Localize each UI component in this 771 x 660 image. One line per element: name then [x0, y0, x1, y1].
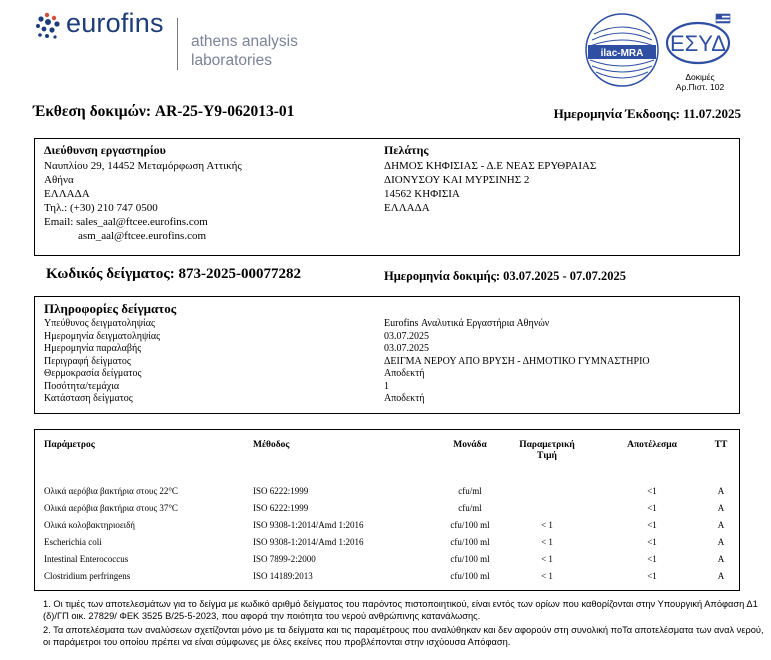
row-parametric-value: < 1	[541, 554, 553, 564]
col-header-method: Μέθοδος	[253, 440, 290, 450]
row-method: ISO 14189:2013	[253, 571, 313, 581]
row-method: ISO 6222:1999	[253, 486, 309, 496]
info-row	[44, 331, 734, 344]
row-parameter: Ολικά αερόβια βακτήρια στους 37°C	[44, 503, 178, 513]
row-result: <1	[647, 571, 657, 581]
row-result: <1	[647, 503, 657, 513]
client-line: ΕΛΛΑΔΑ	[384, 202, 430, 214]
row-unit: cfu/100 ml	[450, 537, 490, 547]
issue-date: Ημερομηνία Έκδοσης: 11.07.2025	[553, 106, 741, 121]
footnote: 1. Οι τιμές των αποτελεσμάτων για το δείγμα με κωδικό αριθμό δείγματος του παρόντος πιστοποιητικού, είναι εντός των ορίων που καθορίζονται στην Υπουργική Απόφαση Δ1 (δ)/ΓΠ οικ. 27829/ ΦΕΚ 3525 Β/25-5-2023, που αφορά την ποιότητα του νερού ανθρώπινης κατανάλωσης.	[43, 599, 758, 621]
col-header-parameter: Παράμετρος	[44, 440, 95, 450]
sample-info-grid	[44, 318, 734, 406]
row-parameter: Intestinal Enterococcus	[44, 554, 129, 564]
col-header-unit: Μονάδα	[453, 440, 487, 450]
info-key: Κατάσταση δείγματος	[44, 393, 133, 404]
client-heading: Πελάτης	[384, 143, 429, 157]
row-result: <1	[647, 486, 657, 496]
logo-subtitle-line1: athens analysis	[191, 33, 298, 50]
row-tt: A	[717, 486, 725, 496]
info-row	[44, 343, 734, 356]
info-value: 1	[384, 380, 389, 392]
sample-info-heading: Πληροφορίες δείγματος	[44, 301, 177, 316]
lab-phone: Τηλ.: (+30) 210 747 0500	[44, 202, 158, 214]
ilac-mra-seal-icon	[584, 12, 660, 88]
client-line: 14562 ΚΗΦΙΣΙΑ	[384, 188, 460, 200]
row-result: <1	[647, 537, 657, 547]
info-value: Αποδεκτή	[384, 368, 425, 379]
info-key: Ημερομηνία δειγματοληψίας	[44, 330, 161, 342]
row-tt: A	[717, 520, 725, 530]
row-method: ISO 7899-2:2000	[253, 554, 316, 564]
row-parameter: Clostridium perfringens	[44, 571, 131, 581]
info-value: Αποδεκτή	[384, 393, 425, 404]
row-method: ISO 9308-1:2014/Amd 1:2016	[253, 537, 364, 547]
lab-address-line: Αθήνα	[44, 174, 74, 186]
row-parameter: Escherichia coli	[44, 537, 102, 547]
row-tt: A	[717, 537, 725, 547]
footnote: 2. Τα αποτελέσματα των αναλύσεων σχετίζονται μόνο με τα δείγματα και τις παραμέτρους που αναλύθηκαν και δεν αφορούν στη συνολική ποΤα αποτελέσματα των αναλ νερού, οι παράμετροι του οποίου πρέπει να είναι σύμφωνες με όλες εκείνες που προβλέπονται στην ισχύουσα Απόφαση.	[43, 625, 764, 647]
row-tt: A	[717, 503, 725, 513]
col-header-parametric-value-line1: Παραμετρική	[519, 440, 575, 450]
info-row	[44, 318, 734, 331]
info-value: 03.07.2025	[384, 343, 429, 354]
row-unit: cfu/ml	[458, 486, 482, 496]
logo-wordmark: eurofins	[66, 8, 164, 38]
row-tt: A	[717, 571, 725, 581]
lab-email[interactable]: Email: sales_aal@ftcee.eurofins.com	[44, 216, 208, 228]
row-result: <1	[647, 520, 657, 530]
info-value: ΔΕΙΓΜΑ ΝΕΡΟΥ ΑΠΟ ΒΡΥΣΗ - ΔΗΜΟΤΙΚΟ ΓΥΜΝΑΣΤΗΡΙΟ	[384, 355, 650, 367]
lab-address-heading: Διεύθυνση εργαστηρίου	[44, 143, 166, 157]
esyd-caption-tests: Δοκιμές	[685, 72, 715, 82]
row-parametric-value: < 1	[541, 537, 553, 547]
row-method: ISO 6222:1999	[253, 503, 309, 513]
eurofins-dots-icon	[34, 12, 64, 42]
row-unit: cfu/100 ml	[450, 571, 490, 581]
esyd-accreditation-icon	[664, 12, 736, 68]
row-unit: cfu/100 ml	[450, 554, 490, 564]
row-unit: cfu/ml	[458, 503, 482, 513]
info-row	[44, 381, 734, 394]
info-key: Θερμοκρασία δείγματος	[44, 368, 142, 379]
esyd-label: ΕΣΥΔ	[669, 31, 727, 56]
test-date: Ημερομηνία δοκιμής: 03.07.2025 - 07.07.2025	[384, 269, 627, 283]
esyd-caption-cert: Αρ.Πιστ. 102	[675, 82, 725, 92]
client-line: ΔΗΜΟΣ ΚΗΦΙΣΙΑΣ - Δ.Ε ΝΕΑΣ ΕΡΥΘΡΑΙΑΣ	[384, 160, 597, 172]
col-header-result: Αποτέλεσμα	[627, 440, 677, 450]
row-parametric-value: < 1	[541, 571, 553, 581]
client-address	[384, 143, 596, 215]
lab-email-2[interactable]: asm_aal@ftcee.eurofins.com	[78, 230, 207, 242]
col-header-parametric-value-line2: Τιμή	[537, 451, 557, 461]
footnotes	[43, 599, 771, 651]
sample-code: Κωδικός δείγματος: 873-2025-00077282	[46, 266, 301, 282]
sample-info-box	[34, 296, 740, 414]
address-client-box	[34, 138, 740, 256]
row-tt: A	[717, 554, 725, 564]
info-key: Περιγραφή δείγματος	[44, 355, 131, 367]
eurofins-logo	[34, 10, 334, 70]
row-method: ISO 9308-1:2014/Amd 1:2016	[253, 520, 364, 530]
info-value: 03.07.2025	[384, 330, 429, 342]
row-parameter: Ολικά κολοβακτηριοειδή	[44, 520, 136, 530]
ilac-mra-label: ilac-MRA	[600, 48, 644, 59]
row-parametric-value: < 1	[541, 520, 553, 530]
info-value: Eurofins Αναλυτικά Εργαστήρια Αθηνών	[384, 318, 550, 329]
lab-address-line: ΕΛΛΑΔΑ	[44, 188, 90, 200]
info-row	[44, 368, 734, 381]
lab-address	[44, 143, 242, 243]
logo-subtitle-line2: laboratories	[191, 52, 272, 69]
info-row	[44, 356, 734, 369]
col-header-parametric-value	[507, 440, 587, 462]
info-key: Ημερομηνία παραλαβής	[44, 343, 142, 354]
client-line: ΔΙΟΝΥΣΟΥ ΚΑΙ ΜΥΡΣΙΝΗΣ 2	[384, 174, 530, 186]
lab-address-line: Ναυπλίου 29, 14452 Μεταμόρφωση Αττικής	[44, 160, 242, 172]
row-result: <1	[647, 554, 657, 564]
info-row	[44, 393, 734, 406]
col-header-tt: TT	[714, 440, 728, 450]
logo-divider	[177, 18, 178, 70]
row-unit: cfu/100 ml	[450, 520, 490, 530]
row-parameter: Ολικά αερόβια βακτήρια στους 22°C	[44, 486, 178, 496]
info-key: Υπεύθυνος δειγματοληψίας	[44, 318, 155, 329]
report-title: Έκθεση δοκιμών: AR-25-Y9-062013-01	[33, 103, 295, 120]
info-key: Ποσότητα/τεμάχια	[44, 380, 120, 392]
results-table	[34, 429, 740, 591]
